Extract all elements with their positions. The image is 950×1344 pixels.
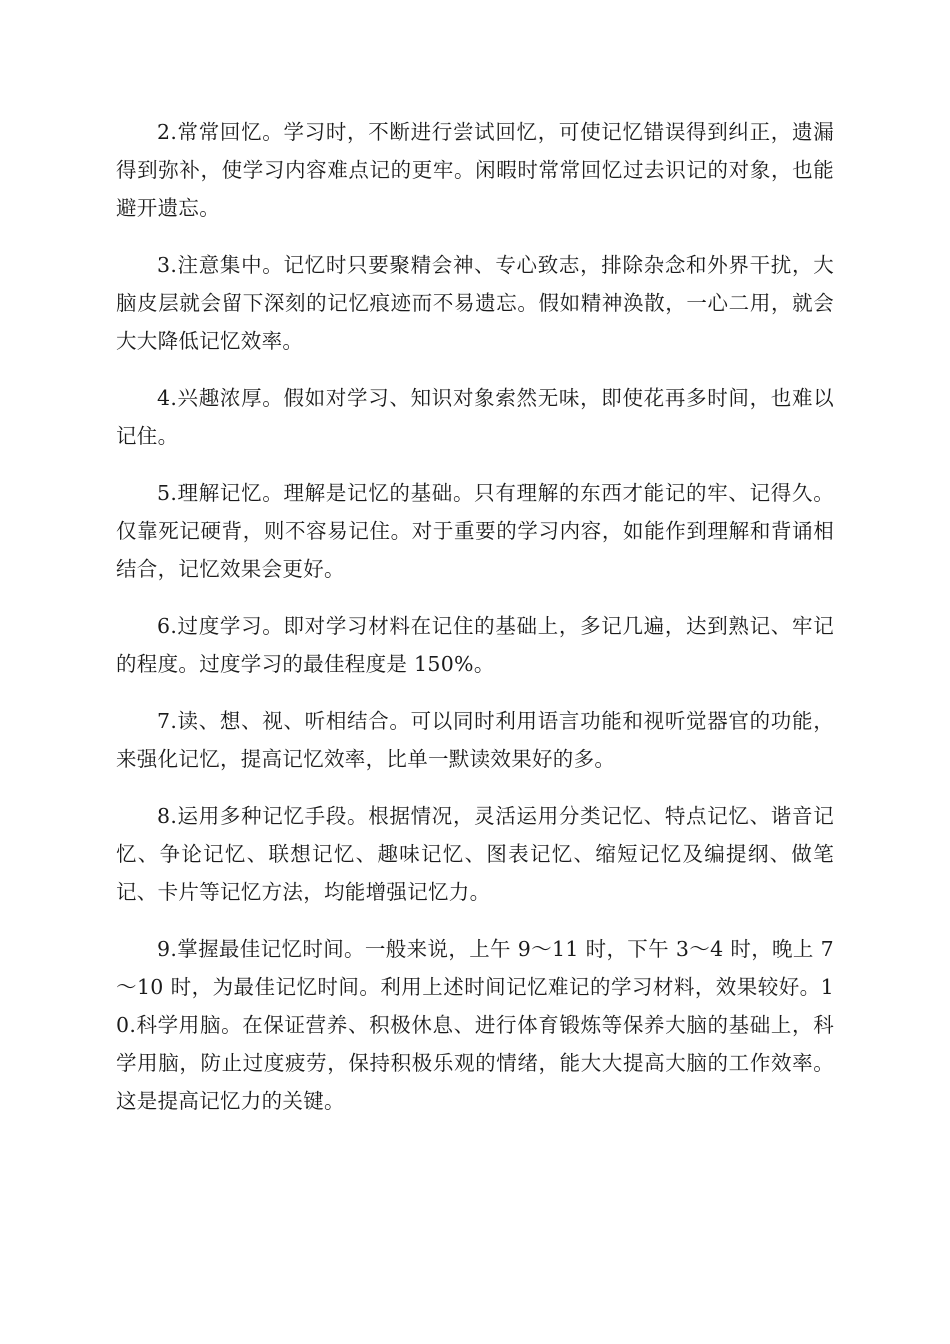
paragraph-tip-2: 2.常常回忆。学习时，不断进行尝试回忆，可使记忆错误得到纠正，遗漏得到弥补，使学习内容难点记的更牢。闲暇时常常回忆过去识记的对象，也能避开遗忘。 xyxy=(116,120,834,220)
paragraph-tip-4: 4.兴趣浓厚。假如对学习、知识对象索然无味，即使花再多时间，也难以记住。 xyxy=(116,386,834,448)
paragraph-tip-9-10: 9.掌握最佳记忆时间。一般来说，上午 9～11 时，下午 3～4 时，晚上 7～10 时，为最佳记忆时间。利用上述时间记忆难记的学习材料，效果较好。10.科学用脑。在保证营养、积极休息、进行体育锻炼等保养大脑的基础上，科学用脑，防止过度疲劳，保持积极乐观的情绪，能大大提高大脑的工作效率。这是提高记忆力的关键。 xyxy=(116,937,834,1113)
paragraph-tip-5: 5.理解记忆。理解是记忆的基础。只有理解的东西才能记的牢、记得久。仅靠死记硬背，则不容易记住。对于重要的学习内容，如能作到理解和背诵相结合，记忆效果会更好。 xyxy=(116,481,834,581)
document-body xyxy=(116,113,834,1139)
paragraph-tip-7: 7.读、想、视、听相结合。可以同时利用语言功能和视听觉器官的功能，来强化记忆，提高记忆效率，比单一默读效果好的多。 xyxy=(116,709,834,771)
paragraph-tip-3: 3.注意集中。记忆时只要聚精会神、专心致志，排除杂念和外界干扰，大脑皮层就会留下深刻的记忆痕迹而不易遗忘。假如精神涣散，一心二用，就会大大降低记忆效率。 xyxy=(116,253,834,353)
paragraph-tip-6: 6.过度学习。即对学习材料在记住的基础上，多记几遍，达到熟记、牢记的程度。过度学习的最佳程度是 150%。 xyxy=(116,614,834,676)
paragraph-tip-8: 8.运用多种记忆手段。根据情况，灵活运用分类记忆、特点记忆、谐音记忆、争论记忆、联想记忆、趣味记忆、图表记忆、缩短记忆及编提纲、做笔记、卡片等记忆方法，均能增强记忆力。 xyxy=(116,804,834,904)
